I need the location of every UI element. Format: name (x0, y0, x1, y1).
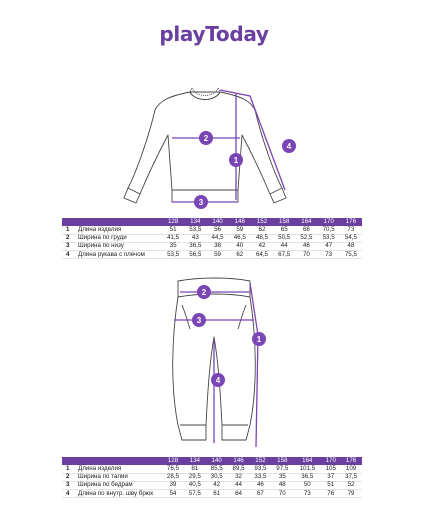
cell: 30,5 (206, 473, 228, 481)
cell: 40 (229, 242, 251, 250)
cell: 46 (250, 481, 272, 489)
cell: 51 (321, 481, 340, 489)
cell: 73 (340, 226, 362, 234)
size-header: 170 (321, 457, 340, 465)
cell: 44,5 (206, 234, 228, 242)
cell: 76 (321, 490, 340, 498)
cell: 50 (293, 481, 321, 489)
cell: 76,5 (162, 465, 184, 473)
table-row (62, 465, 362, 473)
cell: 89,5 (228, 465, 250, 473)
size-header: 146 (228, 457, 250, 465)
row-number: 3 (62, 242, 76, 250)
cell: 36,5 (293, 473, 321, 481)
cell: 44 (228, 481, 250, 489)
cell: 70 (295, 251, 317, 259)
cell: 64,5 (251, 251, 273, 259)
sweatshirt-illustration (0, 80, 428, 215)
cell: 62 (251, 226, 273, 234)
size-header: 128 (162, 218, 184, 226)
table-header-row (62, 457, 362, 465)
cell: 44 (273, 242, 295, 250)
row-number: 3 (62, 481, 76, 489)
cell: 46 (295, 242, 317, 250)
pants-drawing (0, 275, 428, 455)
table-row (62, 481, 362, 489)
cell: 70 (271, 490, 293, 498)
cell: 42 (251, 242, 273, 250)
cell: 67 (250, 490, 272, 498)
cell: 42 (206, 481, 228, 489)
cell: 61 (206, 490, 228, 498)
size-header: 152 (251, 218, 273, 226)
row-number: 2 (62, 473, 76, 481)
row-name: Длина по внутр. шву брюк (76, 490, 162, 498)
size-header: 140 (206, 218, 228, 226)
size-header: 152 (250, 457, 272, 465)
row-name: Ширина по талии (76, 473, 162, 481)
cell: 75,5 (340, 251, 362, 259)
cell: 35 (162, 242, 184, 250)
size-header: 134 (184, 218, 206, 226)
row-number: 2 (62, 234, 76, 242)
cell: 36,5 (184, 242, 206, 250)
row-number: 1 (62, 226, 76, 234)
cell: 53,5 (318, 234, 340, 242)
size-header: 158 (271, 457, 293, 465)
row-name: Длина изделия (76, 226, 162, 234)
cell: 65 (273, 226, 295, 234)
cell: 59 (206, 251, 228, 259)
table-header-row (62, 218, 362, 226)
cell: 53,5 (184, 226, 206, 234)
table-row (62, 490, 362, 498)
marker-3-label: 3 (196, 316, 202, 325)
cell: 28,5 (162, 473, 184, 481)
cell: 85,5 (206, 465, 228, 473)
cell: 52 (340, 481, 362, 489)
size-header: 158 (273, 218, 295, 226)
cell: 101,5 (293, 465, 321, 473)
table-header-blank (62, 218, 162, 226)
cell: 29,5 (184, 473, 206, 481)
cell: 51 (162, 226, 184, 234)
pants-size-table (62, 457, 362, 498)
cell: 57,5 (184, 490, 206, 498)
size-header: 140 (206, 457, 228, 465)
row-name: Длина рукава с плечом (76, 251, 162, 259)
cell: 81 (184, 465, 206, 473)
size-header: 164 (293, 457, 321, 465)
size-header: 128 (162, 457, 184, 465)
cell: 105 (321, 465, 340, 473)
cell: 53,5 (162, 251, 184, 259)
cell: 54,5 (340, 234, 362, 242)
row-number: 4 (62, 251, 76, 259)
cell: 59 (229, 226, 251, 234)
cell: 35 (271, 473, 293, 481)
row-name: Ширина по низу (76, 242, 162, 250)
cell: 54 (162, 490, 184, 498)
row-name: Ширина по бедрам (76, 481, 162, 489)
cell: 68 (295, 226, 317, 234)
row-number: 1 (62, 465, 76, 473)
sweatshirt-size-table (62, 218, 362, 259)
marker-1-label: 1 (233, 156, 239, 165)
cell: 39 (162, 481, 184, 489)
marker-2-label: 2 (203, 134, 209, 143)
row-name: Ширина по груди (76, 234, 162, 242)
marker-4-label: 4 (286, 142, 292, 151)
cell: 48,5 (251, 234, 273, 242)
cell: 56 (206, 226, 228, 234)
cell: 79 (340, 490, 362, 498)
cell: 47 (318, 242, 340, 250)
cell: 46,5 (229, 234, 251, 242)
marker-2-label: 2 (201, 288, 207, 297)
row-name: Длина изделия (76, 465, 162, 473)
cell: 37 (321, 473, 340, 481)
size-header: 134 (184, 457, 206, 465)
marker-3-label: 3 (198, 198, 204, 207)
row-number: 4 (62, 490, 76, 498)
cell: 48 (271, 481, 293, 489)
pants-illustration (0, 275, 428, 455)
size-header: 164 (295, 218, 317, 226)
cell: 62 (229, 251, 251, 259)
cell: 64 (228, 490, 250, 498)
table-header-blank (62, 457, 162, 465)
size-header: 146 (229, 218, 251, 226)
cell: 43 (184, 234, 206, 242)
size-header: 176 (340, 457, 362, 465)
table-row (62, 242, 362, 250)
marker-4-label: 4 (215, 376, 221, 385)
cell: 37,5 (340, 473, 362, 481)
table-row (62, 251, 362, 259)
cell: 93,5 (250, 465, 272, 473)
cell: 56,5 (184, 251, 206, 259)
sweatshirt-drawing (0, 80, 428, 215)
table-row (62, 234, 362, 242)
cell: 97,5 (271, 465, 293, 473)
cell: 109 (340, 465, 362, 473)
cell: 32 (228, 473, 250, 481)
cell: 48 (340, 242, 362, 250)
size-header: 176 (340, 218, 362, 226)
cell: 67,5 (273, 251, 295, 259)
marker-1-label: 1 (256, 335, 262, 344)
cell: 73 (318, 251, 340, 259)
cell: 52,5 (295, 234, 317, 242)
table-row (62, 473, 362, 481)
cell: 41,5 (162, 234, 184, 242)
size-header: 170 (318, 218, 340, 226)
cell: 40,5 (184, 481, 206, 489)
cell: 73 (293, 490, 321, 498)
cell: 33,5 (250, 473, 272, 481)
cell: 38 (206, 242, 228, 250)
cell: 70,5 (318, 226, 340, 234)
cell: 50,5 (273, 234, 295, 242)
brand-logo: playToday (159, 22, 269, 46)
table-row (62, 226, 362, 234)
